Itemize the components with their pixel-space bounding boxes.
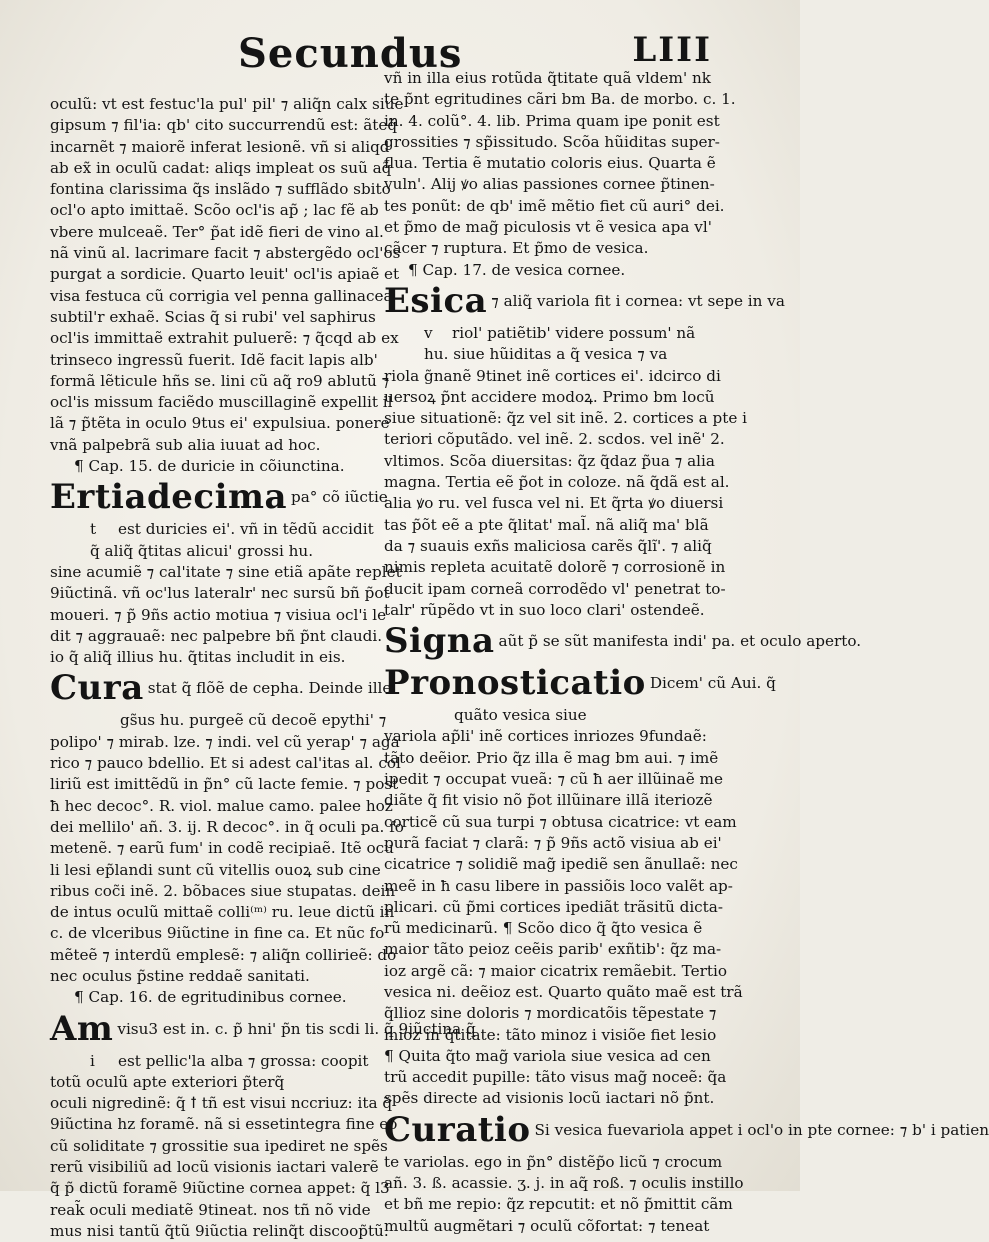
line-text: est duricies ei'. vñ in tẽdũ accidit — [118, 520, 374, 539]
line-text: q̃ aliq̃ q̃titas alicui' grossi hu. — [90, 541, 314, 560]
text-line — [384, 536, 772, 557]
line-text: uersoꝝ p̃nt accidere modoꝝ. Primo bm locũ — [384, 387, 715, 406]
line-text: ab ex̃ in oculũ cadat: aliqs impleat os suũ aq̃ — [50, 158, 392, 177]
text-line — [50, 626, 382, 647]
text-line — [384, 557, 772, 578]
text-line — [384, 89, 772, 110]
line-text: fontina clarissima q̃s inslãdo ⁊ sufflãdo sbito — [50, 180, 391, 199]
line-text: añ. 3. ß. acassie. ʒ. j. in aq̃ roß. ⁊ oculis instillo — [384, 1174, 744, 1193]
line-text: de intus oculũ mittaẽ colli⁽ᵐ⁾ ru. leue dictũ in — [50, 903, 395, 922]
line-text: corticẽ cũ sua turpi ⁊ obtusa cicatrice: vt eam — [384, 812, 737, 831]
text-line — [50, 605, 387, 626]
line-text: vbere mulceaẽ. Ter° p̃at idẽ fieri de vino al. — [50, 222, 384, 241]
line-text: lã ⁊ p̃tẽta in oculo 9tus ei' expulsiua. ponere — [50, 414, 390, 433]
line-text: q̃llioz sine doloris ⁊ mordicatõis tẽpestate ⁊ — [384, 1004, 717, 1023]
text-line — [384, 111, 772, 132]
line-text: quãto vesica siue — [454, 706, 587, 725]
text-line — [384, 748, 772, 769]
display-word: Cura — [50, 668, 144, 709]
text-line — [50, 753, 401, 774]
section-heading-line — [384, 280, 785, 323]
text-line — [384, 579, 772, 600]
display-word: Curatio — [384, 1109, 531, 1150]
text-line — [384, 1173, 772, 1194]
line-text: vuln'. Alij ꝟo alias passiones cornee p̃tinen- — [384, 175, 715, 194]
line-text: aũt p̃ se sũt manifesta indi' pa. et oculo aperto. — [498, 632, 862, 651]
text-line — [50, 413, 390, 434]
line-text: vltimos. Scõa diuersitas: q̃z q̃daz p̃ua ⁊ alia — [384, 451, 715, 470]
chapter-rubric — [50, 987, 382, 1008]
line-text: ¶ Cap. 17. de vesica cornee. — [408, 260, 626, 279]
line-text: rũ medicinarũ. ¶ Scõo dico q̃ q̃to vesica ẽ — [384, 919, 703, 938]
line-text: reak̃ oculi mediatẽ 9tineat. nos tñ nõ vide — [50, 1200, 371, 1219]
text-line — [384, 408, 772, 429]
running-head: Secundus — [238, 30, 463, 77]
line-text: oculi nigredinẽ: q̃ ꝉ tñ est visui nccriuz: ita q̃ — [50, 1094, 393, 1113]
line-text: 9iũctina hz foramẽ. nã si essetintegra fine eo — [50, 1115, 398, 1134]
text-line — [384, 790, 772, 811]
section-heading-line — [50, 477, 388, 519]
line-text: nec oculus p̃stine reddaẽ sanitati. — [50, 966, 310, 985]
text-line — [384, 854, 772, 875]
text-line — [50, 392, 393, 413]
text-line — [50, 371, 390, 392]
line-text: purgat a sordicie. Quarto leuit' ocl'is apiaẽ et — [50, 265, 400, 284]
line-text: dit ⁊ aggrauaẽ: nec palpebre bñ p̃nt claudi. — [50, 626, 383, 645]
line-text: gipsum ⁊ fil'ia: qb' cito succurrendũ est: ãteq̃ — [50, 116, 398, 135]
line-text: riol' patiẽtib' videre possum' nã — [452, 323, 696, 342]
line-text: maior tãto peioz ceẽis parib' exñtib': q̃z ma- — [384, 940, 722, 959]
line-text: cũ soliditate ⁊ grossitie sua ipediret ne spẽs — [50, 1136, 388, 1155]
line-text: visa festuca cũ corrigia vel penna gallinacea — [50, 286, 393, 305]
text-line — [384, 174, 772, 195]
line-text: ¶ Quita q̃to mag̃ variola siue vesica ad cen — [384, 1046, 711, 1065]
text-line — [384, 323, 772, 344]
line-text: talr' rũpẽdo vt in suo loco clari' ostendeẽ. — [384, 600, 705, 619]
text-line — [50, 732, 400, 753]
text-line — [50, 200, 382, 221]
text-line — [384, 705, 772, 726]
line-text: Dicem' cũ Aui. q̃ — [649, 674, 776, 693]
line-text: vñ in illa eius rotũda q̃titate quã vldem' nk — [384, 69, 711, 87]
text-line — [50, 583, 390, 604]
text-line — [50, 286, 393, 307]
line-text: pa° cõ iũctie — [291, 488, 388, 507]
text-line — [50, 647, 382, 668]
line-text: liriũ est imittẽdũ in p̃n° cũ lacte femie. ⁊ post — [50, 775, 399, 794]
guide-letter: i — [90, 1051, 95, 1070]
line-text: vnã palpebrã sub alia iuuat ad hoc. — [50, 435, 321, 454]
line-text: io q̃ aliq̃ illius hu. q̃titas includit in eis. — [50, 648, 346, 667]
text-line — [50, 966, 382, 987]
section-heading-line — [50, 1008, 476, 1051]
line-text: riola g̃nanẽ 9tinet inẽ cortices ei'. idcirco di — [384, 366, 721, 385]
text-line — [384, 769, 772, 790]
line-text: trinseco ingressũ fuerit. Idẽ facit lapis alb' — [50, 350, 378, 369]
text-line — [50, 1200, 382, 1221]
text-line — [50, 94, 404, 115]
text-line — [384, 68, 772, 89]
line-text: stat q̃ flõẽ de cepha. Deinde ille — [147, 679, 392, 698]
line-text: tes ponũt: de qb' imẽ mẽtio fiet cũ auri° dei. — [384, 196, 725, 215]
text-line — [384, 897, 772, 918]
text-line — [384, 600, 772, 621]
line-text: purã faciat ⁊ clarã: ⁊ p̃ 9ñs actõ visiua ab ei' — [384, 833, 722, 852]
folio-number: LIII — [632, 30, 712, 70]
text-line — [50, 881, 396, 902]
section-heading-line — [50, 668, 392, 710]
line-text: sine acumiẽ ⁊ cal'itate ⁊ sine etiã apãte replet — [50, 562, 402, 581]
text-line — [50, 179, 391, 200]
display-word: Ertiadecima — [50, 477, 288, 518]
section-heading-line — [384, 663, 776, 705]
text-line — [50, 774, 399, 795]
line-text: totũ oculũ apte exteriori p̃terq̃ — [50, 1072, 285, 1091]
text-line — [384, 939, 772, 960]
text-line — [50, 1221, 389, 1242]
line-text: incarnẽt ⁊ maiorẽ inferat lesionẽ. vñ si aliqd — [50, 137, 390, 156]
line-text: diãte q̃ fit visio nõ p̃ot illũinare illã iteriozẽ — [384, 791, 713, 810]
line-text: est pellic'la alba ⁊ grossa: coopit — [118, 1051, 369, 1070]
line-text: ioz argẽ cã: ⁊ maior cicatrix remãebit. Tertio — [384, 961, 727, 980]
text-line — [384, 238, 772, 259]
line-text: vesica ni. deẽioz est. Quarto quãto maẽ est trã — [384, 982, 743, 1001]
line-text: rico ⁊ pauco bdellio. Et si adest cal'itas al. col — [50, 754, 401, 773]
text-line — [384, 982, 772, 1003]
line-text: teriori cõputãdo. vel inẽ. 2. scdos. vel inẽ' 2. — [384, 430, 725, 449]
line-text: subtil'r exhaẽ. Scias q̃ si rubi' vel saphirus — [50, 307, 376, 326]
text-line — [384, 366, 772, 387]
line-text: flua. Tertia ẽ mutatio coloris eius. Quarta ẽ — [384, 154, 716, 173]
line-text: nã vinũ al. lacrimare facit ⁊ abstergẽdo ocl'os — [50, 244, 401, 263]
text-line — [384, 472, 772, 493]
display-word: Signa — [384, 621, 495, 662]
line-text: ocl'is missum faciẽdo muscillaginẽ expellit il — [50, 393, 393, 412]
line-text: alia ꝟo ru. vel fusca vel ni. Et q̃rta ꝟo diuersi — [384, 494, 724, 513]
line-text: spẽs directe ad visionis locũ iactari nõ p̃nt. — [384, 1089, 715, 1108]
text-line — [384, 1025, 772, 1046]
line-text: oculũ: vt est festuc'la pul' pil' ⁊ aliq̃n calx siue — [50, 95, 404, 113]
line-text: polipo' ⁊ mirab. lze. ⁊ indi. vel cũ yerap' ⁊ aga — [50, 732, 400, 751]
text-line — [50, 1157, 382, 1178]
line-text: cicatrice ⁊ solidiẽ mag̃ ipediẽ sen ãnullaẽ: nec — [384, 855, 738, 874]
text-line — [384, 451, 772, 472]
text-line — [384, 153, 772, 174]
line-text: 9iũctinã. vñ oc'lus lateralr' nec sursũ bñ p̃ot — [50, 584, 390, 603]
guide-letter: v — [424, 323, 433, 342]
text-line — [50, 307, 382, 328]
text-line — [384, 812, 772, 833]
text-line — [384, 876, 772, 897]
line-text: dei mellilo' añ. 3. ij. R decoc°. in q̃ oculi pa. fo — [50, 817, 404, 836]
text-line — [50, 1051, 382, 1072]
line-text: mus nisi tantũ q̃tũ 9iũctia relinq̃t discoop̃tũ. — [50, 1221, 389, 1240]
guide-letter: t — [90, 520, 97, 539]
text-line — [384, 429, 772, 450]
text-line — [50, 350, 382, 371]
line-text: siue situationẽ: q̃z vel sit inẽ. 2. cortices a pte i — [384, 409, 748, 428]
line-text: tas p̃õt eẽ a pte q̃litat' mal̃. nã aliq̃ ma' blã — [384, 515, 709, 534]
text-line — [50, 264, 400, 285]
line-text: trũ accedit pupille: tãto visus mag̃ noceẽ: q̃a — [384, 1068, 727, 1087]
text-line — [50, 923, 385, 944]
line-text: metenẽ. ⁊ earũ fum' in codẽ recipiaẽ. Itẽ ocu — [50, 839, 394, 858]
text-line — [50, 860, 382, 881]
text-line — [50, 328, 399, 349]
text-line — [384, 344, 772, 365]
text-line — [50, 1114, 398, 1135]
display-word: Am — [50, 1008, 114, 1049]
text-line — [384, 1003, 772, 1024]
line-text: nimis repleta acuitatẽ dolorẽ ⁊ corrosionẽ in — [384, 558, 726, 577]
line-text: cãcer ⁊ ruptura. Et p̃mo de vesica. — [384, 239, 649, 258]
text-line — [50, 222, 382, 243]
line-text: ocl'is immittaẽ extrahit puluerẽ: ⁊ q̃cqd ab ex — [50, 329, 399, 348]
text-line — [50, 158, 392, 179]
line-text: mioz in q̃titate: tãto minoz i visiõe fiet lesio — [384, 1025, 717, 1044]
text-line — [50, 838, 394, 859]
line-text: rerũ visibiliũ ad locũ visionis iactari valerẽ — [50, 1158, 379, 1177]
text-line — [50, 562, 402, 583]
text-line — [384, 217, 772, 238]
chapter-rubric — [384, 260, 772, 281]
right-text-column — [384, 68, 989, 1235]
display-word: Esica — [384, 280, 488, 321]
text-line — [50, 137, 390, 158]
text-line — [50, 435, 382, 456]
text-line — [50, 519, 382, 540]
text-line — [384, 515, 772, 536]
text-line — [384, 833, 772, 854]
line-text: visu3 est in. c. p̃ hni' p̃n tis scdi li. q̃ 9iũctina q̃ — [117, 1019, 476, 1038]
line-text: tãto deẽior. Prio q̃z illa ẽ mag bm aui. ⁊ imẽ — [384, 748, 719, 767]
text-line — [50, 710, 387, 731]
line-text: magna. Tertia eẽ p̃ot in coloze. nã q̃dã est al. — [384, 473, 730, 492]
line-text: gs̃us hu. purgeẽ cũ decoẽ epythi' ⁊ — [120, 711, 387, 730]
display-word: Pronosticatio — [384, 663, 646, 704]
text-line — [384, 493, 772, 514]
text-line — [384, 961, 772, 982]
text-line — [50, 1136, 388, 1157]
line-text: ducit ipam corneã corrodẽdo vl' penetrat to- — [384, 579, 726, 598]
text-line — [384, 387, 772, 408]
text-line — [384, 1216, 772, 1237]
text-line — [50, 1072, 382, 1093]
text-line — [384, 1046, 772, 1067]
text-line — [384, 132, 772, 153]
line-text: ¶ Cap. 15. de duricie in cõiunctina. — [74, 457, 345, 476]
text-line — [384, 1194, 772, 1215]
line-text: c. de vlceribus 9iũctine in fine ca. Et nũc fo — [50, 924, 385, 943]
line-text: ħ hec decoc°. R. viol. malue camo. palee hoz — [50, 796, 393, 815]
text-line — [50, 541, 382, 562]
line-text: hu. siue hũiditas a q̃ vesica ⁊ va — [424, 345, 668, 364]
line-text: te variolas. ego in p̃n° distẽp̃o licũ ⁊ crocum — [384, 1152, 723, 1171]
text-line — [50, 1093, 393, 1114]
section-heading-line — [384, 1109, 989, 1152]
line-text: meẽ in ħ casu libere in passiõis loco valẽt ap- — [384, 876, 733, 895]
text-line — [50, 945, 397, 966]
line-text: plicari. cũ p̃mi cortices ipediãt trãsitũ dicta- — [384, 897, 723, 916]
text-line — [384, 1152, 772, 1173]
line-text: da ⁊ suauis exñs maliciosa carẽs q̃lĩ'. ⁊ aliq̃ — [384, 536, 712, 555]
line-text: li lesi ep̃landi sunt cũ vitellis ouoꝝ sub cine — [50, 860, 381, 879]
line-text: ⁊ aliq̃ variola fit i cornea: vt sepe in va — [491, 291, 785, 310]
text-line — [384, 726, 772, 747]
text-line — [50, 243, 401, 264]
line-text: te p̃nt egritudines cãri bm Ba. de morbo. c. 1. — [384, 90, 736, 109]
text-line — [50, 817, 404, 838]
line-text: ocl'o apto imittaẽ. Scõo ocl'is ap̃ ; lac fẽ ab — [50, 201, 379, 220]
line-text: variola ap̃li' inẽ cortices inriozes 9fundaẽ: — [384, 727, 707, 746]
line-text: moueri. ⁊ p̃ 9ñs actio motiua ⁊ visiua ocl'i le — [50, 605, 387, 624]
section-heading-line — [384, 621, 862, 663]
line-text: in. 4. colũ°. 4. lib. Prima quam ipe ponit est — [384, 111, 720, 130]
chapter-rubric — [50, 456, 382, 477]
line-text: et bñ me repio: q̃z repcutit: et nõ p̃mittit cãm — [384, 1195, 733, 1214]
text-line — [50, 902, 395, 923]
line-text: Si vesica fuevariola appet i ocl'o in pte cornee: ⁊ b' i patien — [534, 1120, 989, 1139]
line-text: ¶ Cap. 16. de egritudinibus cornee. — [74, 988, 347, 1007]
text-line — [384, 918, 772, 939]
text-line — [50, 115, 398, 136]
line-text: mẽteẽ ⁊ interdũ emplesẽ: ⁊ aliq̃n collirieẽ: do — [50, 945, 397, 964]
line-text: q̃ p̃ dictũ foramẽ 9iũctine cornea appet: q̃ l3 — [50, 1179, 390, 1198]
line-text: multũ augmẽtari ⁊ oculũ cõfortat: ⁊ teneat — [384, 1216, 710, 1235]
line-text: formã lẽticule hñs se. lini cũ aq̃ ro9 ablutũ ⁊ — [50, 371, 390, 390]
text-line — [384, 196, 772, 217]
line-text: grossities ⁊ sp̃issitudo. Scõa hũiditas super- — [384, 132, 720, 151]
text-line — [50, 796, 393, 817]
text-line — [384, 1088, 772, 1109]
line-text: ribus coc̃i inẽ. 2. bõbaces siue stupatas. dein — [50, 881, 396, 900]
line-text: et p̃mo de mag̃ piculosis vt ẽ vesica apa vl' — [384, 218, 712, 237]
text-line — [50, 1178, 390, 1199]
text-line — [384, 1067, 772, 1088]
line-text: ipedit ⁊ occupat vueã: ⁊ cũ ħ aer illũinaẽ me — [384, 770, 723, 789]
